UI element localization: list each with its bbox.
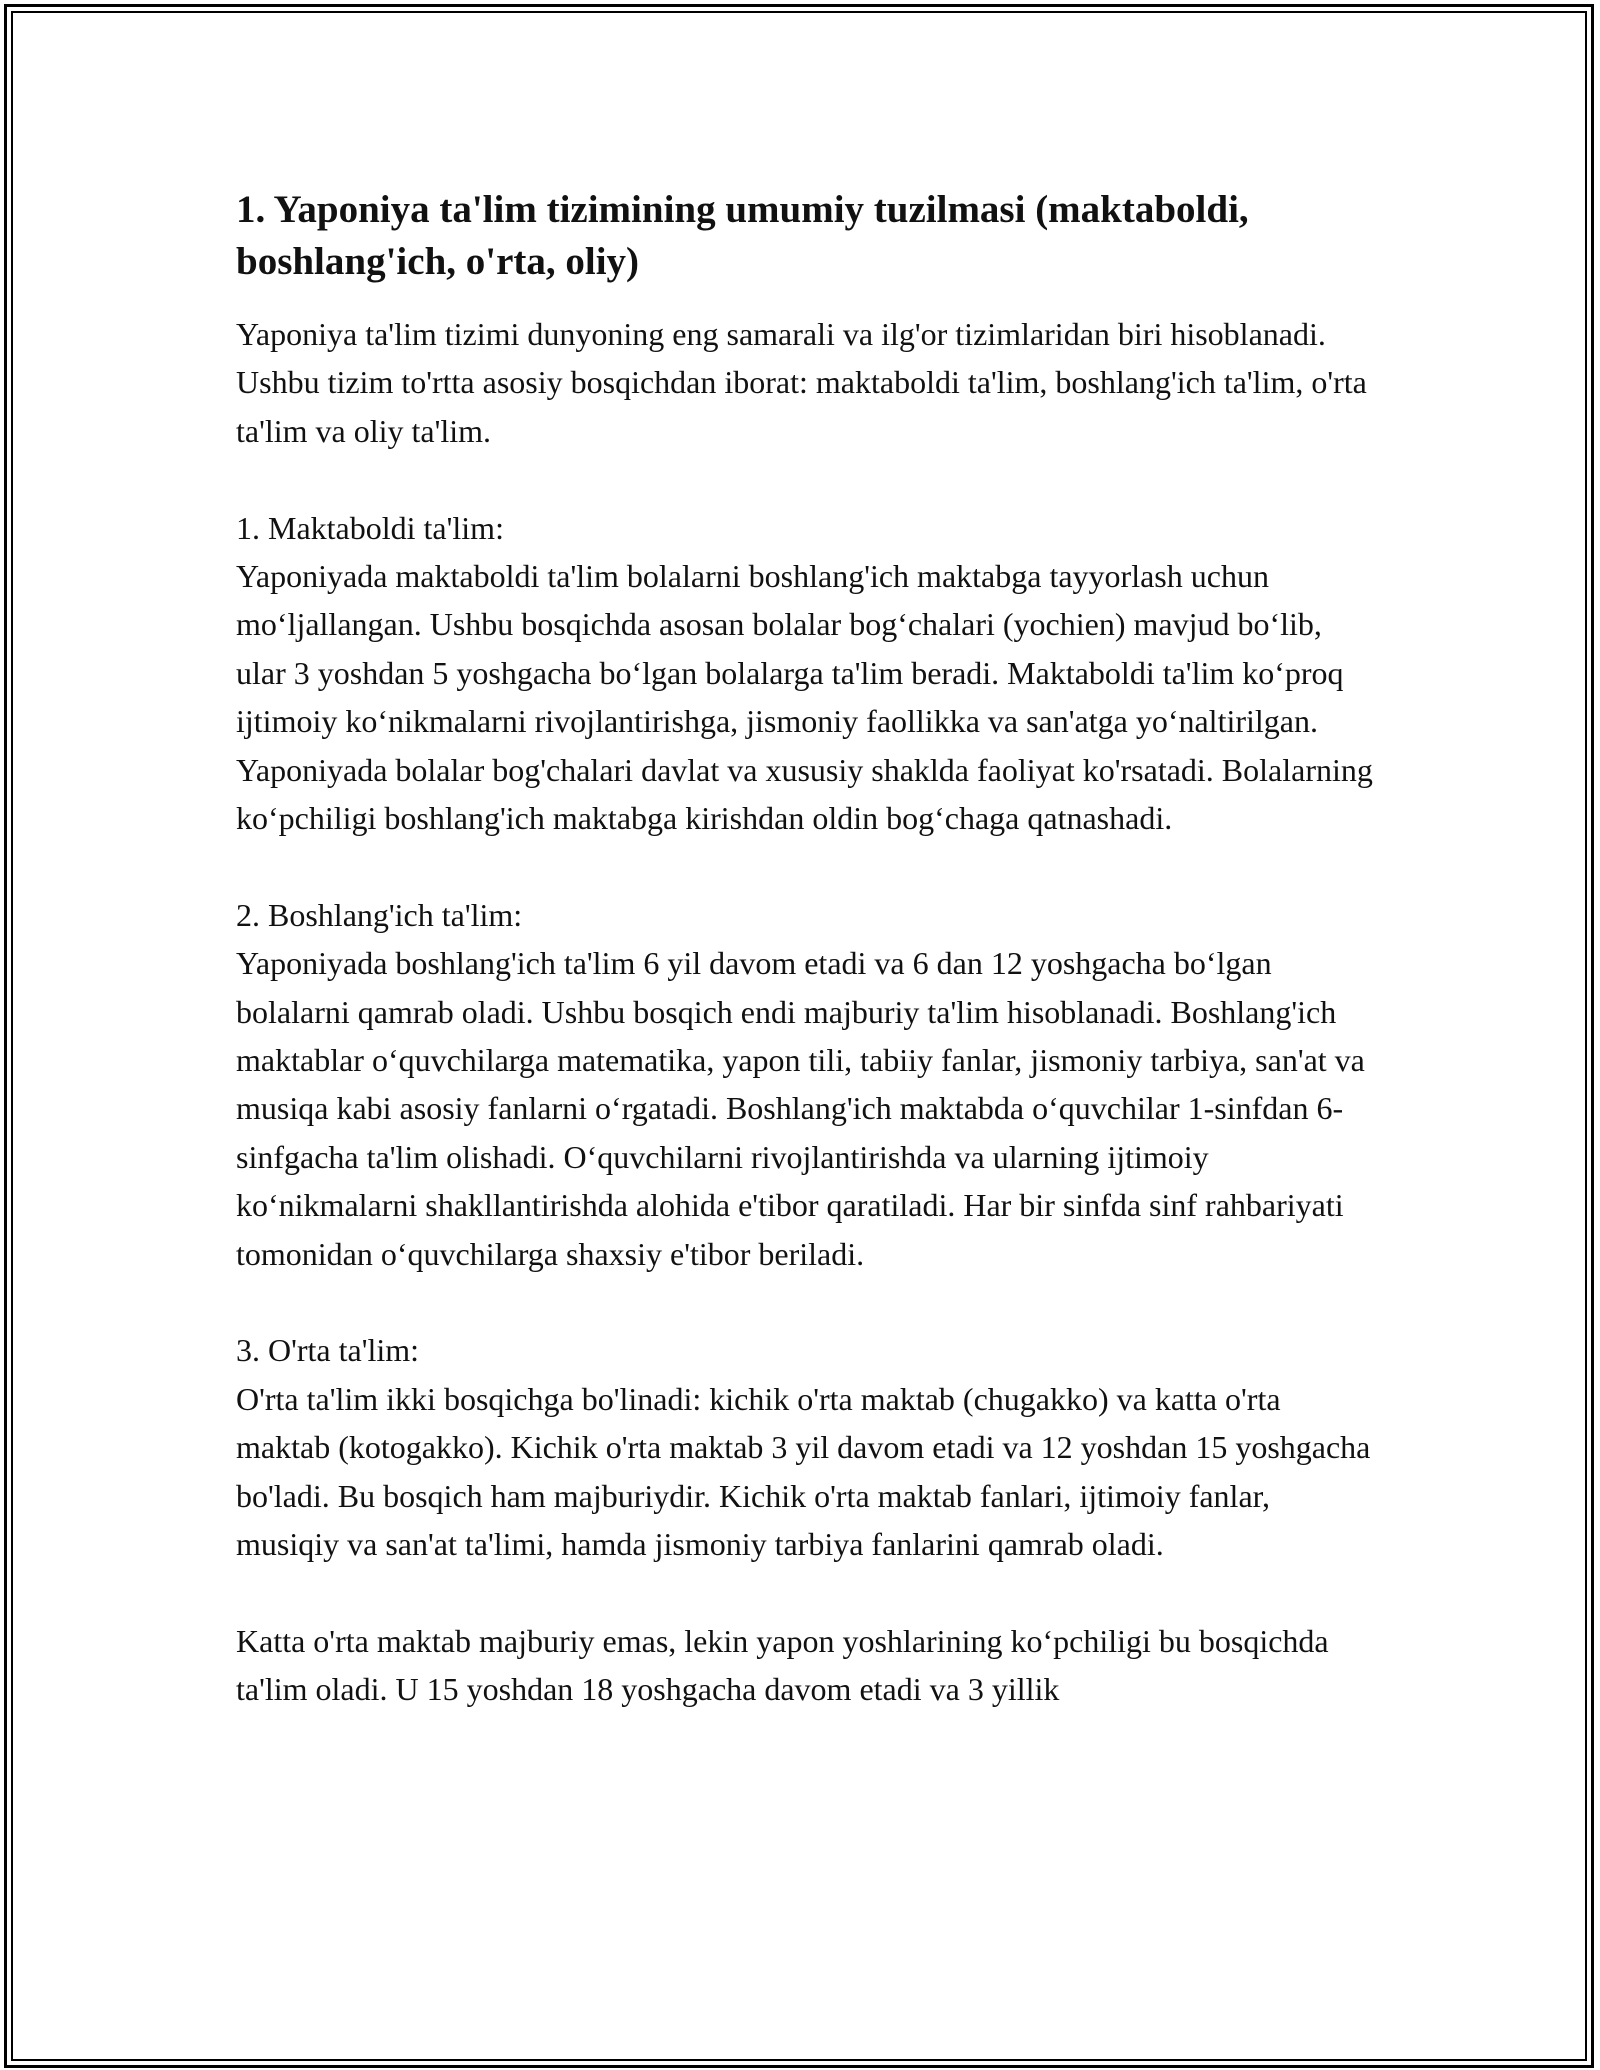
closing-paragraph: Katta o'rta maktab majburiy emas, lekin yapon yoshlarining koʻpchiligi bu bosqichda ta'lim oladi. U 15 yoshdan 18 yoshgacha davom etadi va 3 yillik xyxy=(236,1622,1329,1708)
section-body-secondary: O'rta ta'lim ikki bosqichga bo'linadi: kichik o'rta maktab (chugakko) va katta o'rta maktab (kotogakko). Kichik o'rta maktab 3 yil davom etadi va 12 yoshdan 15 yoshgacha bo'ladi. Bu bosqich ham majburiydir. Kichik o'rta maktab fanlari, ijtimoiy fanlar, musiqiy va san'at ta'limi, hamda jismoniy tarbiya fanlarini qamrab oladi. xyxy=(236,1380,1371,1563)
paragraph-gap xyxy=(236,1569,1376,1617)
intro-paragraph: Yaponiya ta'lim tizimi dunyoning eng samarali va ilg'or tizimlaridan biri hisoblanadi. Ushbu tizim to'rtta asosiy bosqichdan iborat: maktaboldi ta'lim, boshlang'ich ta'lim, o'rta ta'lim va oliy ta'lim. xyxy=(236,316,1367,449)
document-title: 1. Yaponiya ta'lim tizimining umumiy tuzilmasi (maktaboldi, boshlang'ich, o'rta, oliy) xyxy=(236,188,1249,283)
section-body-primary: Yaponiyada boshlang'ich ta'lim 6 yil davom etadi va 6 dan 12 yoshgacha boʻlgan bolalarni qamrab oladi. Ushbu bosqich endi majburiy ta'lim hisoblanadi. Boshlang'ich maktablar oʻquvchilarga matematika, yapon tili, tabiiy fanlar, jismoniy tarbiya, san'at va musiqa kabi asosiy fanlarni oʻrgatadi. Boshlang'ich maktabda oʻquvchilar 1-sinfdan 6-sinfgacha ta'lim olishadi. Oʻquvchilarni rivojlantirishda va ularning ijtimoiy koʻnikmalarni shakllantirishda alohida e'tibor qaratiladi. Har bir sinfda sinf rahbariyati tomonidan oʻquvchilarga shaxsiy e'tibor beriladi. xyxy=(236,945,1365,1272)
section-heading-secondary: 3. O'rta ta'lim: xyxy=(236,1332,420,1369)
section-heading-preschool: 1. Maktaboldi ta'lim: xyxy=(236,509,504,546)
section-heading-primary: 2. Boshlang'ich ta'lim: xyxy=(236,896,523,933)
document-body xyxy=(236,184,1376,1714)
section-body-preschool: Yaponiyada maktaboldi ta'lim bolalarni boshlang'ich maktabga tayyorlash uchun moʻljallangan. Ushbu bosqichda asosan bolalar bogʻchalari (yochien) mavjud boʻlib, ular 3 yoshdan 5 yoshgacha boʻlgan bolalarga ta'lim beradi. Maktaboldi ta'lim koʻproq ijtimoiy koʻnikmalarni rivojlantirishga, jismoniy faollikka va san'atga yoʻnaltirilgan. Yaponiyada bolalar bog'chalari davlat va xususiy shaklda faoliyat ko'rsatadi. Bolalarning koʻpchiligi boshlang'ich maktabga kirishdan oldin bogʻchaga qatnashadi. xyxy=(236,558,1373,837)
